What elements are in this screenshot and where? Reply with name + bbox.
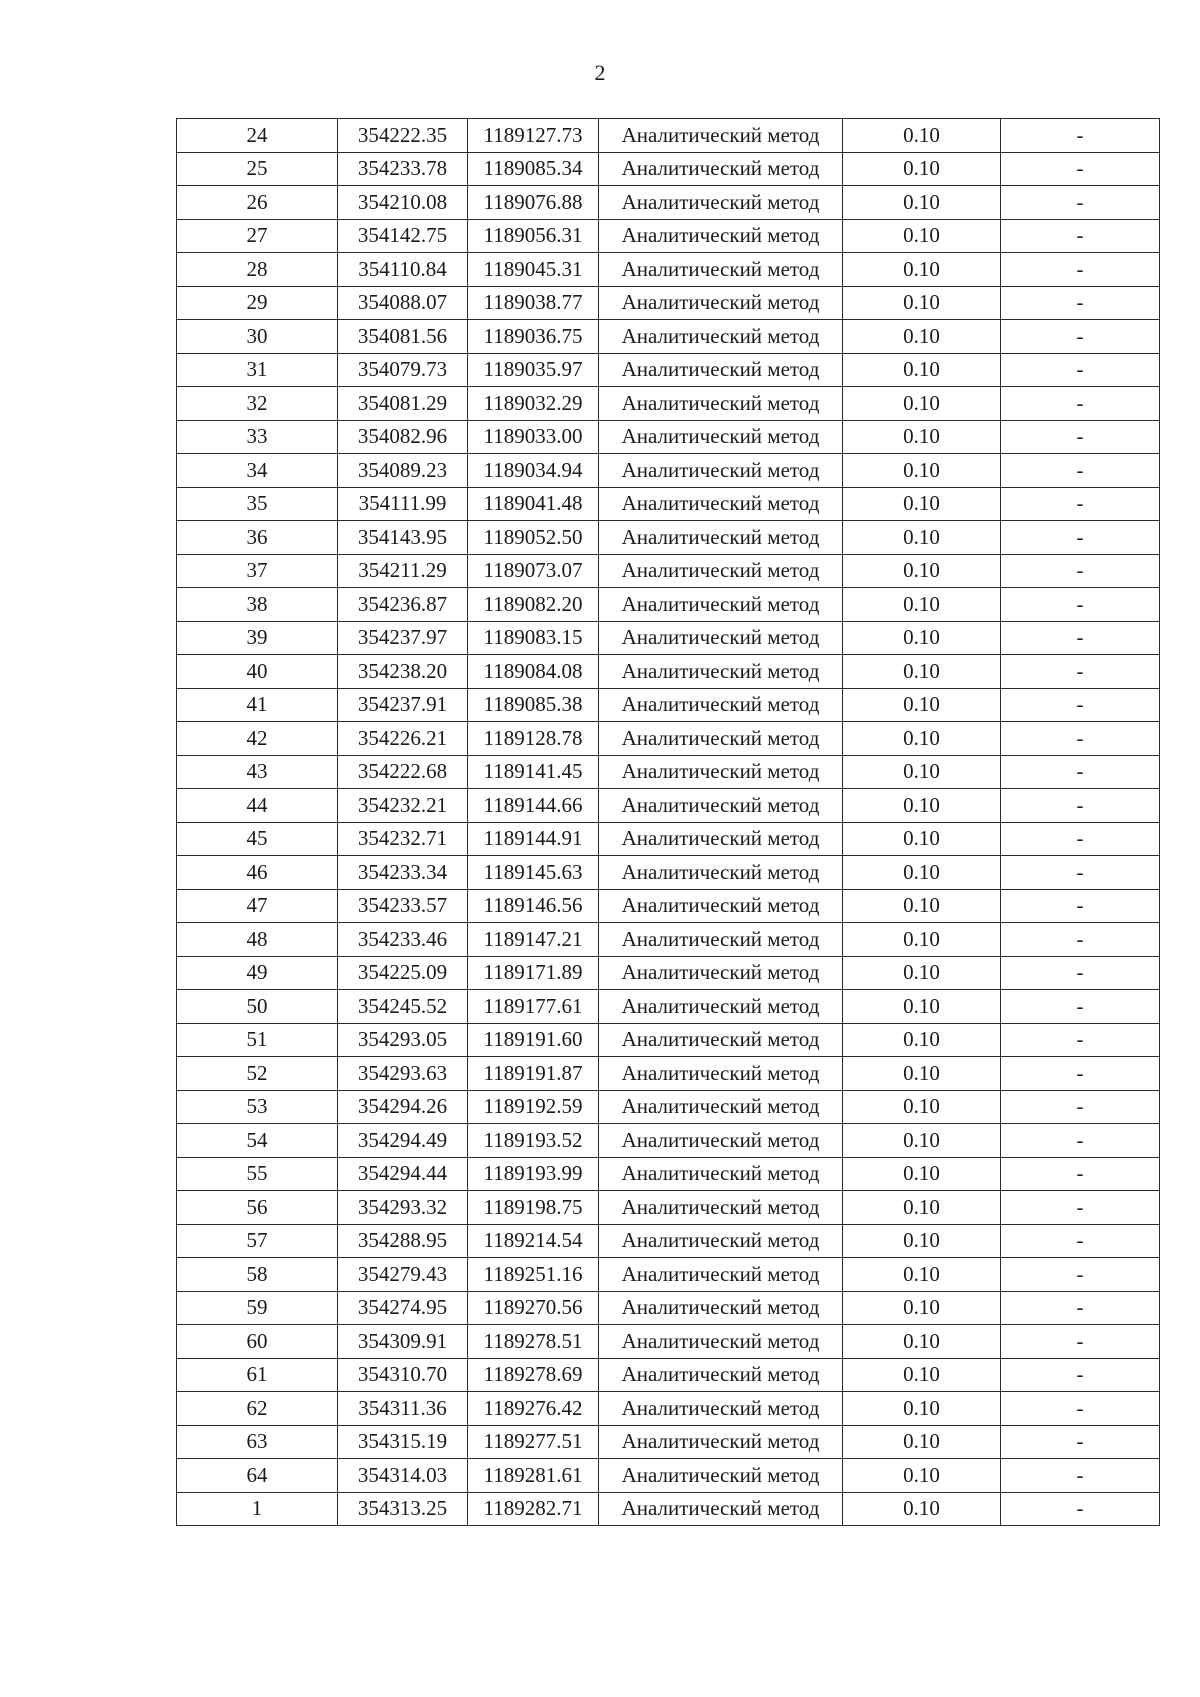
x-coordinate-cell: 354111.99 xyxy=(338,487,468,521)
x-coordinate-cell: 354294.44 xyxy=(338,1157,468,1191)
accuracy-cell: 0.10 xyxy=(843,856,1001,890)
x-coordinate-cell: 354089.23 xyxy=(338,454,468,488)
point-number-cell: 45 xyxy=(177,822,338,856)
table-row xyxy=(177,822,1160,856)
accuracy-cell: 0.10 xyxy=(843,420,1001,454)
note-cell: - xyxy=(1001,822,1160,856)
note-cell: - xyxy=(1001,1258,1160,1292)
y-coordinate-cell: 1189193.52 xyxy=(468,1124,599,1158)
table-row xyxy=(177,1492,1160,1526)
accuracy-cell: 0.10 xyxy=(843,1224,1001,1258)
accuracy-cell: 0.10 xyxy=(843,923,1001,957)
method-cell: Аналитический метод xyxy=(599,588,843,622)
method-cell: Аналитический метод xyxy=(599,755,843,789)
table-row xyxy=(177,554,1160,588)
y-coordinate-cell: 1189041.48 xyxy=(468,487,599,521)
x-coordinate-cell: 354279.43 xyxy=(338,1258,468,1292)
x-coordinate-cell: 354210.08 xyxy=(338,186,468,220)
accuracy-cell: 0.10 xyxy=(843,722,1001,756)
accuracy-cell: 0.10 xyxy=(843,755,1001,789)
accuracy-cell: 0.10 xyxy=(843,353,1001,387)
note-cell: - xyxy=(1001,956,1160,990)
table-row xyxy=(177,1224,1160,1258)
point-number-cell: 61 xyxy=(177,1358,338,1392)
table-row xyxy=(177,1258,1160,1292)
x-coordinate-cell: 354081.56 xyxy=(338,320,468,354)
accuracy-cell: 0.10 xyxy=(843,487,1001,521)
accuracy-cell: 0.10 xyxy=(843,286,1001,320)
accuracy-cell: 0.10 xyxy=(843,1124,1001,1158)
method-cell: Аналитический метод xyxy=(599,1124,843,1158)
table-row xyxy=(177,1157,1160,1191)
table-row xyxy=(177,454,1160,488)
y-coordinate-cell: 1189045.31 xyxy=(468,253,599,287)
method-cell: Аналитический метод xyxy=(599,1425,843,1459)
y-coordinate-cell: 1189191.60 xyxy=(468,1023,599,1057)
method-cell: Аналитический метод xyxy=(599,1191,843,1225)
note-cell: - xyxy=(1001,990,1160,1024)
accuracy-cell: 0.10 xyxy=(843,1191,1001,1225)
accuracy-cell: 0.10 xyxy=(843,1459,1001,1493)
note-cell: - xyxy=(1001,487,1160,521)
y-coordinate-cell: 1189144.66 xyxy=(468,789,599,823)
note-cell: - xyxy=(1001,387,1160,421)
method-cell: Аналитический метод xyxy=(599,554,843,588)
method-cell: Аналитический метод xyxy=(599,1392,843,1426)
accuracy-cell: 0.10 xyxy=(843,1325,1001,1359)
method-cell: Аналитический метод xyxy=(599,320,843,354)
y-coordinate-cell: 1189036.75 xyxy=(468,320,599,354)
x-coordinate-cell: 354311.36 xyxy=(338,1392,468,1426)
accuracy-cell: 0.10 xyxy=(843,1057,1001,1091)
table-body xyxy=(177,119,1160,1526)
method-cell: Аналитический метод xyxy=(599,1090,843,1124)
table-row xyxy=(177,1459,1160,1493)
method-cell: Аналитический метод xyxy=(599,253,843,287)
point-number-cell: 29 xyxy=(177,286,338,320)
x-coordinate-cell: 354237.91 xyxy=(338,688,468,722)
method-cell: Аналитический метод xyxy=(599,1291,843,1325)
x-coordinate-cell: 354293.63 xyxy=(338,1057,468,1091)
note-cell: - xyxy=(1001,1325,1160,1359)
x-coordinate-cell: 354313.25 xyxy=(338,1492,468,1526)
x-coordinate-cell: 354233.57 xyxy=(338,889,468,923)
table-row xyxy=(177,789,1160,823)
method-cell: Аналитический метод xyxy=(599,1023,843,1057)
accuracy-cell: 0.10 xyxy=(843,1157,1001,1191)
x-coordinate-cell: 354082.96 xyxy=(338,420,468,454)
point-number-cell: 42 xyxy=(177,722,338,756)
method-cell: Аналитический метод xyxy=(599,621,843,655)
x-coordinate-cell: 354232.71 xyxy=(338,822,468,856)
table-row xyxy=(177,420,1160,454)
method-cell: Аналитический метод xyxy=(599,1258,843,1292)
accuracy-cell: 0.10 xyxy=(843,889,1001,923)
y-coordinate-cell: 1189085.34 xyxy=(468,152,599,186)
accuracy-cell: 0.10 xyxy=(843,789,1001,823)
table-row xyxy=(177,219,1160,253)
accuracy-cell: 0.10 xyxy=(843,956,1001,990)
y-coordinate-cell: 1189192.59 xyxy=(468,1090,599,1124)
note-cell: - xyxy=(1001,1358,1160,1392)
y-coordinate-cell: 1189034.94 xyxy=(468,454,599,488)
point-number-cell: 39 xyxy=(177,621,338,655)
note-cell: - xyxy=(1001,253,1160,287)
accuracy-cell: 0.10 xyxy=(843,1358,1001,1392)
y-coordinate-cell: 1189277.51 xyxy=(468,1425,599,1459)
table-row xyxy=(177,119,1160,153)
x-coordinate-cell: 354293.05 xyxy=(338,1023,468,1057)
y-coordinate-cell: 1189032.29 xyxy=(468,387,599,421)
point-number-cell: 30 xyxy=(177,320,338,354)
x-coordinate-cell: 354110.84 xyxy=(338,253,468,287)
table-row xyxy=(177,353,1160,387)
point-number-cell: 47 xyxy=(177,889,338,923)
note-cell: - xyxy=(1001,789,1160,823)
y-coordinate-cell: 1189278.51 xyxy=(468,1325,599,1359)
table-row xyxy=(177,755,1160,789)
note-cell: - xyxy=(1001,1090,1160,1124)
method-cell: Аналитический метод xyxy=(599,688,843,722)
table-row xyxy=(177,956,1160,990)
note-cell: - xyxy=(1001,856,1160,890)
note-cell: - xyxy=(1001,1492,1160,1526)
point-number-cell: 49 xyxy=(177,956,338,990)
table-row xyxy=(177,1291,1160,1325)
table-row xyxy=(177,889,1160,923)
method-cell: Аналитический метод xyxy=(599,856,843,890)
point-number-cell: 52 xyxy=(177,1057,338,1091)
x-coordinate-cell: 354288.95 xyxy=(338,1224,468,1258)
table-row xyxy=(177,923,1160,957)
y-coordinate-cell: 1189177.61 xyxy=(468,990,599,1024)
accuracy-cell: 0.10 xyxy=(843,1023,1001,1057)
x-coordinate-cell: 354314.03 xyxy=(338,1459,468,1493)
y-coordinate-cell: 1189033.00 xyxy=(468,420,599,454)
point-number-cell: 56 xyxy=(177,1191,338,1225)
note-cell: - xyxy=(1001,286,1160,320)
x-coordinate-cell: 354293.32 xyxy=(338,1191,468,1225)
method-cell: Аналитический метод xyxy=(599,822,843,856)
point-number-cell: 33 xyxy=(177,420,338,454)
x-coordinate-cell: 354232.21 xyxy=(338,789,468,823)
y-coordinate-cell: 1189281.61 xyxy=(468,1459,599,1493)
method-cell: Аналитический метод xyxy=(599,186,843,220)
point-number-cell: 64 xyxy=(177,1459,338,1493)
point-number-cell: 26 xyxy=(177,186,338,220)
table-row xyxy=(177,253,1160,287)
note-cell: - xyxy=(1001,1425,1160,1459)
table-row xyxy=(177,1090,1160,1124)
x-coordinate-cell: 354233.78 xyxy=(338,152,468,186)
point-number-cell: 63 xyxy=(177,1425,338,1459)
note-cell: - xyxy=(1001,554,1160,588)
table-row xyxy=(177,1425,1160,1459)
y-coordinate-cell: 1189144.91 xyxy=(468,822,599,856)
point-number-cell: 53 xyxy=(177,1090,338,1124)
note-cell: - xyxy=(1001,1191,1160,1225)
point-number-cell: 37 xyxy=(177,554,338,588)
point-number-cell: 32 xyxy=(177,387,338,421)
table-row xyxy=(177,487,1160,521)
method-cell: Аналитический метод xyxy=(599,956,843,990)
x-coordinate-cell: 354245.52 xyxy=(338,990,468,1024)
method-cell: Аналитический метод xyxy=(599,1459,843,1493)
point-number-cell: 40 xyxy=(177,655,338,689)
accuracy-cell: 0.10 xyxy=(843,822,1001,856)
method-cell: Аналитический метод xyxy=(599,655,843,689)
accuracy-cell: 0.10 xyxy=(843,253,1001,287)
y-coordinate-cell: 1189191.87 xyxy=(468,1057,599,1091)
method-cell: Аналитический метод xyxy=(599,923,843,957)
accuracy-cell: 0.10 xyxy=(843,1425,1001,1459)
x-coordinate-cell: 354222.68 xyxy=(338,755,468,789)
note-cell: - xyxy=(1001,119,1160,153)
y-coordinate-cell: 1189073.07 xyxy=(468,554,599,588)
y-coordinate-cell: 1189082.20 xyxy=(468,588,599,622)
accuracy-cell: 0.10 xyxy=(843,554,1001,588)
table-row xyxy=(177,1124,1160,1158)
point-number-cell: 31 xyxy=(177,353,338,387)
y-coordinate-cell: 1189276.42 xyxy=(468,1392,599,1426)
y-coordinate-cell: 1189270.56 xyxy=(468,1291,599,1325)
point-number-cell: 35 xyxy=(177,487,338,521)
point-number-cell: 1 xyxy=(177,1492,338,1526)
x-coordinate-cell: 354238.20 xyxy=(338,655,468,689)
point-number-cell: 44 xyxy=(177,789,338,823)
method-cell: Аналитический метод xyxy=(599,152,843,186)
y-coordinate-cell: 1189193.99 xyxy=(468,1157,599,1191)
method-cell: Аналитический метод xyxy=(599,219,843,253)
table-row xyxy=(177,286,1160,320)
note-cell: - xyxy=(1001,923,1160,957)
y-coordinate-cell: 1189128.78 xyxy=(468,722,599,756)
accuracy-cell: 0.10 xyxy=(843,1492,1001,1526)
note-cell: - xyxy=(1001,755,1160,789)
method-cell: Аналитический метод xyxy=(599,990,843,1024)
note-cell: - xyxy=(1001,454,1160,488)
point-number-cell: 59 xyxy=(177,1291,338,1325)
accuracy-cell: 0.10 xyxy=(843,621,1001,655)
note-cell: - xyxy=(1001,1224,1160,1258)
method-cell: Аналитический метод xyxy=(599,487,843,521)
x-coordinate-cell: 354310.70 xyxy=(338,1358,468,1392)
y-coordinate-cell: 1189147.21 xyxy=(468,923,599,957)
accuracy-cell: 0.10 xyxy=(843,219,1001,253)
x-coordinate-cell: 354233.34 xyxy=(338,856,468,890)
x-coordinate-cell: 354236.87 xyxy=(338,588,468,622)
note-cell: - xyxy=(1001,219,1160,253)
y-coordinate-cell: 1189127.73 xyxy=(468,119,599,153)
point-number-cell: 38 xyxy=(177,588,338,622)
x-coordinate-cell: 354142.75 xyxy=(338,219,468,253)
y-coordinate-cell: 1189282.71 xyxy=(468,1492,599,1526)
note-cell: - xyxy=(1001,722,1160,756)
table-row xyxy=(177,152,1160,186)
note-cell: - xyxy=(1001,353,1160,387)
x-coordinate-cell: 354088.07 xyxy=(338,286,468,320)
x-coordinate-cell: 354222.35 xyxy=(338,119,468,153)
method-cell: Аналитический метод xyxy=(599,789,843,823)
point-number-cell: 24 xyxy=(177,119,338,153)
accuracy-cell: 0.10 xyxy=(843,152,1001,186)
point-number-cell: 27 xyxy=(177,219,338,253)
accuracy-cell: 0.10 xyxy=(843,1258,1001,1292)
method-cell: Аналитический метод xyxy=(599,353,843,387)
x-coordinate-cell: 354294.49 xyxy=(338,1124,468,1158)
table-row xyxy=(177,856,1160,890)
note-cell: - xyxy=(1001,655,1160,689)
point-number-cell: 43 xyxy=(177,755,338,789)
method-cell: Аналитический метод xyxy=(599,119,843,153)
table-row xyxy=(177,688,1160,722)
x-coordinate-cell: 354274.95 xyxy=(338,1291,468,1325)
accuracy-cell: 0.10 xyxy=(843,688,1001,722)
point-number-cell: 51 xyxy=(177,1023,338,1057)
note-cell: - xyxy=(1001,588,1160,622)
table-row xyxy=(177,655,1160,689)
method-cell: Аналитический метод xyxy=(599,889,843,923)
x-coordinate-cell: 354081.29 xyxy=(338,387,468,421)
accuracy-cell: 0.10 xyxy=(843,588,1001,622)
method-cell: Аналитический метод xyxy=(599,1157,843,1191)
y-coordinate-cell: 1189056.31 xyxy=(468,219,599,253)
y-coordinate-cell: 1189251.16 xyxy=(468,1258,599,1292)
accuracy-cell: 0.10 xyxy=(843,990,1001,1024)
note-cell: - xyxy=(1001,1023,1160,1057)
method-cell: Аналитический метод xyxy=(599,1358,843,1392)
accuracy-cell: 0.10 xyxy=(843,186,1001,220)
method-cell: Аналитический метод xyxy=(599,1057,843,1091)
x-coordinate-cell: 354294.26 xyxy=(338,1090,468,1124)
y-coordinate-cell: 1189146.56 xyxy=(468,889,599,923)
accuracy-cell: 0.10 xyxy=(843,320,1001,354)
page-number: 2 xyxy=(594,60,606,85)
method-cell: Аналитический метод xyxy=(599,722,843,756)
x-coordinate-cell: 354225.09 xyxy=(338,956,468,990)
method-cell: Аналитический метод xyxy=(599,1224,843,1258)
note-cell: - xyxy=(1001,1124,1160,1158)
y-coordinate-cell: 1189038.77 xyxy=(468,286,599,320)
table-row xyxy=(177,1191,1160,1225)
y-coordinate-cell: 1189035.97 xyxy=(468,353,599,387)
table-row xyxy=(177,1057,1160,1091)
note-cell: - xyxy=(1001,1157,1160,1191)
point-number-cell: 25 xyxy=(177,152,338,186)
point-number-cell: 34 xyxy=(177,454,338,488)
y-coordinate-cell: 1189085.38 xyxy=(468,688,599,722)
note-cell: - xyxy=(1001,1392,1160,1426)
accuracy-cell: 0.10 xyxy=(843,119,1001,153)
note-cell: - xyxy=(1001,889,1160,923)
point-number-cell: 57 xyxy=(177,1224,338,1258)
point-number-cell: 60 xyxy=(177,1325,338,1359)
accuracy-cell: 0.10 xyxy=(843,1291,1001,1325)
accuracy-cell: 0.10 xyxy=(843,387,1001,421)
note-cell: - xyxy=(1001,621,1160,655)
table-row xyxy=(177,990,1160,1024)
table-row xyxy=(177,588,1160,622)
y-coordinate-cell: 1189083.15 xyxy=(468,621,599,655)
x-coordinate-cell: 354143.95 xyxy=(338,521,468,555)
x-coordinate-cell: 354315.19 xyxy=(338,1425,468,1459)
point-number-cell: 58 xyxy=(177,1258,338,1292)
note-cell: - xyxy=(1001,152,1160,186)
x-coordinate-cell: 354309.91 xyxy=(338,1325,468,1359)
table-row xyxy=(177,722,1160,756)
note-cell: - xyxy=(1001,420,1160,454)
note-cell: - xyxy=(1001,1291,1160,1325)
table-row xyxy=(177,1023,1160,1057)
accuracy-cell: 0.10 xyxy=(843,655,1001,689)
table-row xyxy=(177,387,1160,421)
table-row xyxy=(177,186,1160,220)
table-row xyxy=(177,1325,1160,1359)
y-coordinate-cell: 1189145.63 xyxy=(468,856,599,890)
y-coordinate-cell: 1189171.89 xyxy=(468,956,599,990)
table-row xyxy=(177,1358,1160,1392)
note-cell: - xyxy=(1001,320,1160,354)
x-coordinate-cell: 354226.21 xyxy=(338,722,468,756)
note-cell: - xyxy=(1001,1459,1160,1493)
table-row xyxy=(177,320,1160,354)
table-row xyxy=(177,1392,1160,1426)
y-coordinate-cell: 1189141.45 xyxy=(468,755,599,789)
x-coordinate-cell: 354237.97 xyxy=(338,621,468,655)
y-coordinate-cell: 1189214.54 xyxy=(468,1224,599,1258)
x-coordinate-cell: 354233.46 xyxy=(338,923,468,957)
method-cell: Аналитический метод xyxy=(599,1492,843,1526)
note-cell: - xyxy=(1001,186,1160,220)
accuracy-cell: 0.10 xyxy=(843,1392,1001,1426)
note-cell: - xyxy=(1001,521,1160,555)
point-number-cell: 50 xyxy=(177,990,338,1024)
y-coordinate-cell: 1189198.75 xyxy=(468,1191,599,1225)
y-coordinate-cell: 1189052.50 xyxy=(468,521,599,555)
x-coordinate-cell: 354211.29 xyxy=(338,554,468,588)
accuracy-cell: 0.10 xyxy=(843,454,1001,488)
accuracy-cell: 0.10 xyxy=(843,521,1001,555)
x-coordinate-cell: 354079.73 xyxy=(338,353,468,387)
point-number-cell: 62 xyxy=(177,1392,338,1426)
y-coordinate-cell: 1189084.08 xyxy=(468,655,599,689)
method-cell: Аналитический метод xyxy=(599,521,843,555)
point-number-cell: 28 xyxy=(177,253,338,287)
point-number-cell: 41 xyxy=(177,688,338,722)
point-number-cell: 36 xyxy=(177,521,338,555)
method-cell: Аналитический метод xyxy=(599,387,843,421)
y-coordinate-cell: 1189278.69 xyxy=(468,1358,599,1392)
method-cell: Аналитический метод xyxy=(599,286,843,320)
point-number-cell: 46 xyxy=(177,856,338,890)
point-number-cell: 54 xyxy=(177,1124,338,1158)
table-row xyxy=(177,621,1160,655)
coordinates-table xyxy=(176,118,1160,1526)
point-number-cell: 55 xyxy=(177,1157,338,1191)
note-cell: - xyxy=(1001,688,1160,722)
method-cell: Аналитический метод xyxy=(599,454,843,488)
point-number-cell: 48 xyxy=(177,923,338,957)
accuracy-cell: 0.10 xyxy=(843,1090,1001,1124)
table-row xyxy=(177,521,1160,555)
method-cell: Аналитический метод xyxy=(599,1325,843,1359)
method-cell: Аналитический метод xyxy=(599,420,843,454)
y-coordinate-cell: 1189076.88 xyxy=(468,186,599,220)
note-cell: - xyxy=(1001,1057,1160,1091)
